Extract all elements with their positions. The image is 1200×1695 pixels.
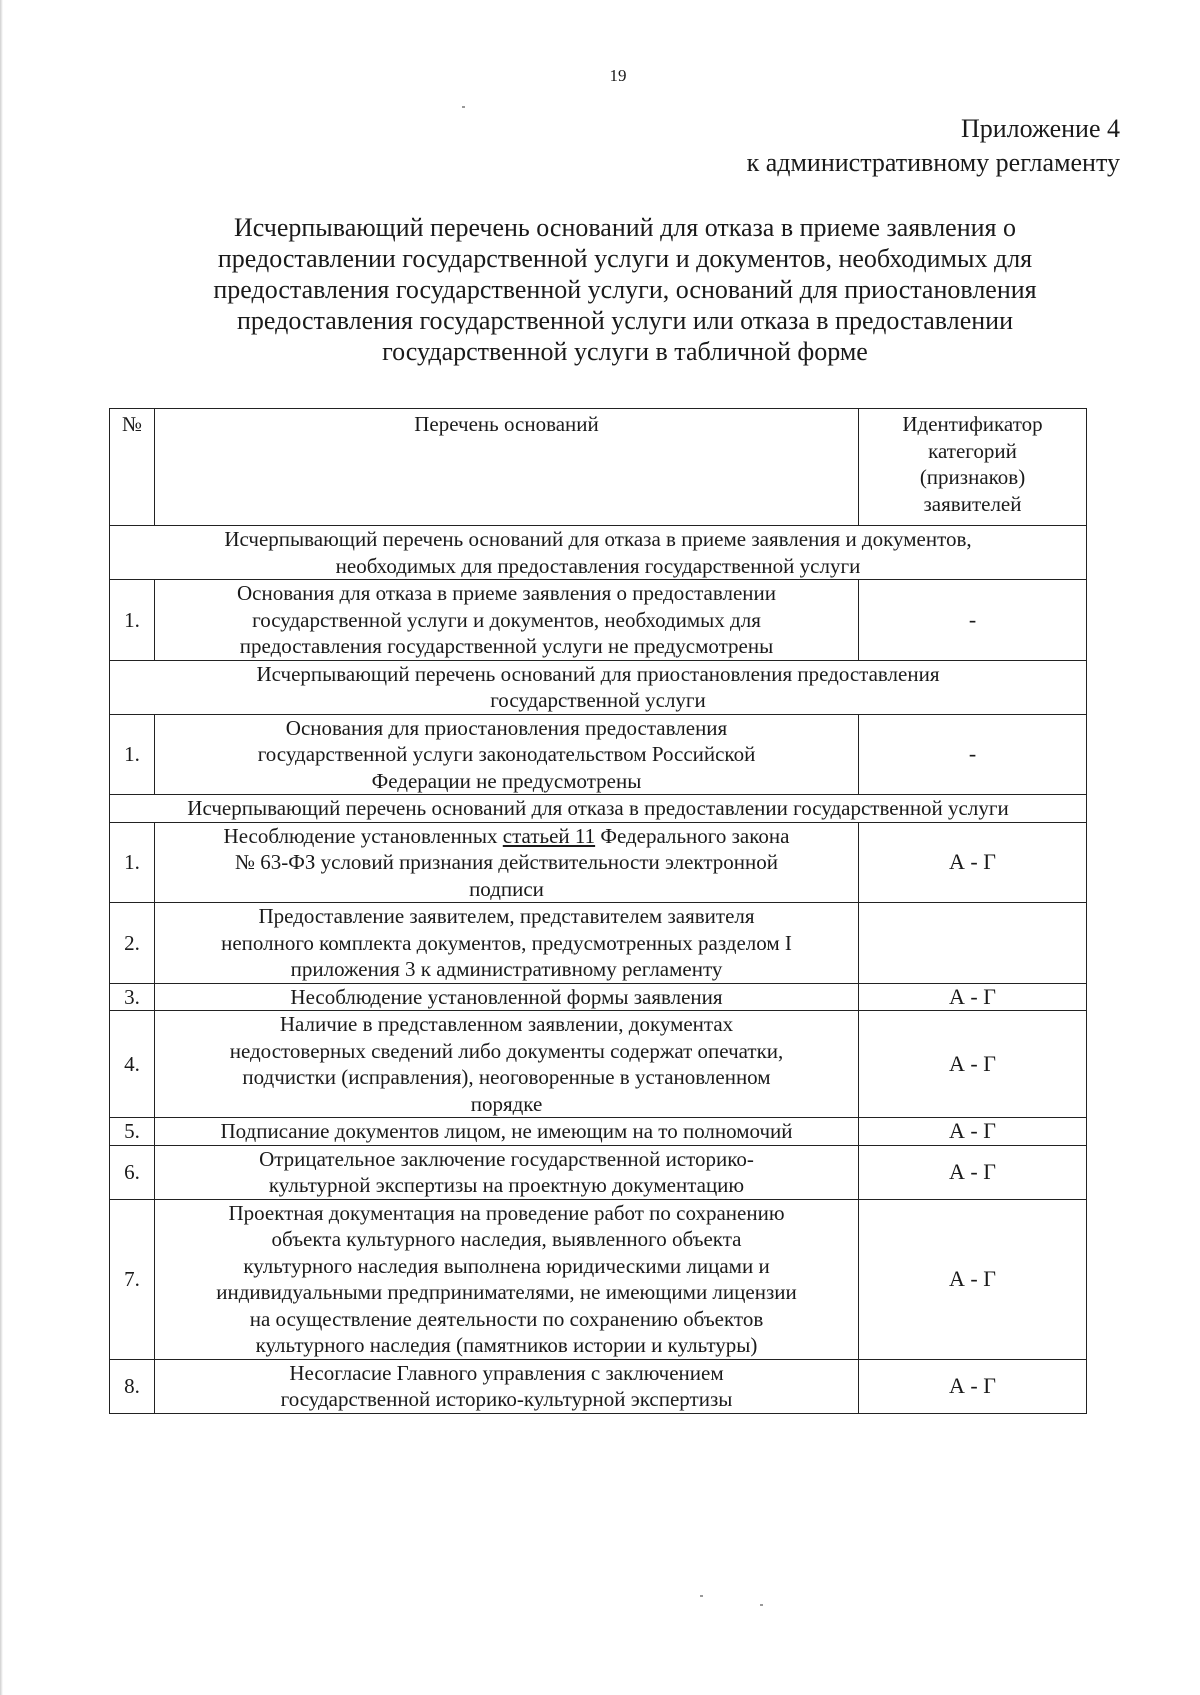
header-grounds: Перечень оснований	[155, 409, 859, 526]
row-grounds-text: Несоблюдение установленных	[223, 823, 503, 848]
table-row	[110, 822, 1087, 903]
row-grounds	[155, 1359, 859, 1413]
row-grounds-line: Наличие в представленном заявлении, документах	[279, 1012, 734, 1036]
row-grounds-line	[159, 823, 854, 850]
table-row	[110, 714, 1087, 795]
section-heading-row	[110, 526, 1087, 580]
row-grounds-line: культурного наследия выполнена юридическими лицами и	[243, 1253, 770, 1278]
scan-speck	[462, 106, 465, 108]
row-grounds	[155, 714, 859, 795]
table-row	[110, 1359, 1087, 1413]
row-grounds-line: культурного наследия (памятников истории и культуры)	[255, 1333, 758, 1357]
row-grounds-line: подписи	[469, 876, 544, 901]
row-grounds-line: государственной услуги законодательством Российской	[257, 742, 756, 766]
header-identifier-line: категорий	[928, 438, 1017, 463]
row-grounds-line: № 63-ФЗ условий признания действительности электронной	[234, 850, 778, 874]
row-grounds-line: Отрицательное заключение государственной историко-	[259, 1146, 754, 1171]
row-number: 6.	[110, 1145, 155, 1199]
row-grounds-line: государственной историко-культурной экспертизы	[280, 1387, 733, 1411]
row-grounds-line: Проектная документация на проведение работ по сохранению	[228, 1200, 785, 1225]
row-number: 1.	[110, 714, 155, 795]
header-num: №	[110, 409, 155, 526]
row-identifier: А - Г	[859, 1199, 1087, 1359]
row-grounds-line: Федерации не предусмотрены	[371, 768, 642, 793]
row-identifier: -	[859, 714, 1087, 795]
title-line: предоставлении государственной услуги и документов, необходимых для	[217, 244, 1033, 273]
row-number: 5.	[110, 1118, 155, 1146]
row-number: 3.	[110, 983, 155, 1011]
row-identifier: А - Г	[859, 1359, 1087, 1413]
scan-speck	[760, 1604, 763, 1606]
row-grounds-line: Основания для отказа в приеме заявления о предоставлении	[236, 581, 776, 605]
document-title	[110, 212, 1140, 367]
section-heading-line: государственной услуги	[490, 688, 706, 712]
row-grounds-line: Несогласие Главного управления с заключением	[289, 1360, 724, 1385]
table-row	[110, 903, 1087, 984]
section-heading	[110, 526, 1087, 580]
row-grounds-line: культурной экспертизы на проектную документацию	[268, 1173, 745, 1197]
row-identifier: А - Г	[859, 822, 1087, 903]
row-number: 2.	[110, 903, 155, 984]
section-heading-row	[110, 660, 1087, 714]
row-identifier: А - Г	[859, 1011, 1087, 1118]
header-identifier	[859, 409, 1087, 526]
row-grounds-line: объекта культурного наследия, выявленного объекта	[271, 1227, 742, 1251]
title-line: государственной услуги в табличной форме	[382, 337, 868, 366]
row-grounds	[155, 822, 859, 903]
section-heading	[110, 795, 1087, 823]
section-heading	[110, 660, 1087, 714]
header-identifier-line: Идентификатор	[902, 412, 1043, 436]
row-grounds-line: приложения 3 к административному регламенту	[290, 957, 723, 981]
appendix-line-1: Приложение 4	[960, 114, 1120, 143]
row-grounds	[155, 983, 859, 1011]
grounds-table	[109, 408, 1087, 1414]
row-identifier: А - Г	[859, 983, 1087, 1011]
row-grounds-line: предоставления государственной услуги не предусмотрены	[239, 634, 774, 658]
row-identifier	[859, 903, 1087, 984]
scan-speck	[700, 1595, 703, 1597]
row-grounds-line: государственной услуги и документов, необходимых для	[252, 607, 761, 632]
row-identifier: А - Г	[859, 1145, 1087, 1199]
row-grounds	[155, 903, 859, 984]
appendix-reference	[747, 112, 1120, 180]
page-number: 19	[609, 66, 627, 85]
title-line: предоставления государственной услуги, оснований для приостановления	[213, 275, 1037, 304]
row-grounds	[155, 1118, 859, 1146]
row-grounds-line: порядке	[470, 1091, 543, 1116]
title-line: предоставления государственной услуги или отказа в предоставлении	[236, 306, 1013, 335]
row-grounds-line: индивидуальными предпринимателями, не имеющими лицензии	[216, 1280, 797, 1304]
row-grounds-line: подчистки (исправления), неоговоренные в установленном	[242, 1065, 771, 1089]
table-row	[110, 983, 1087, 1011]
section-heading-line: Исчерпывающий перечень оснований для отказа в предоставлении государственной услуги	[187, 796, 1009, 820]
row-grounds-line: Подписание документов лицом, не имеющим на то полномочий	[220, 1119, 793, 1143]
row-grounds-line: недостоверных сведений либо документы содержат опечатки,	[229, 1038, 784, 1063]
row-identifier: А - Г	[859, 1118, 1087, 1146]
row-grounds-line: Основания для приостановления предоставления	[285, 715, 728, 740]
section-heading-line: Исчерпывающий перечень оснований для отказа в приеме заявления и документов,	[224, 527, 972, 551]
row-grounds	[155, 1011, 859, 1118]
section-heading-row	[110, 795, 1087, 823]
row-grounds	[155, 1199, 859, 1359]
row-number: 1.	[110, 580, 155, 661]
row-number: 7.	[110, 1199, 155, 1359]
title-line: Исчерпывающий перечень оснований для отказа в приеме заявления о	[233, 213, 1016, 242]
row-identifier: -	[859, 580, 1087, 661]
row-number: 1.	[110, 822, 155, 903]
header-identifier-line: (признаков)	[919, 465, 1026, 489]
table-row	[110, 1199, 1087, 1359]
row-grounds-line: неполного комплекта документов, предусмотренных разделом I	[221, 930, 792, 955]
table-row	[110, 1118, 1087, 1146]
row-grounds-text: Федерального закона	[595, 823, 790, 848]
row-number: 4.	[110, 1011, 155, 1118]
table-row	[110, 1011, 1087, 1118]
law-article-link[interactable]: статьей 11	[502, 823, 596, 848]
table-row	[110, 1145, 1087, 1199]
row-grounds-line: Предоставление заявителем, представителем заявителя	[258, 904, 755, 928]
scan-edge	[0, 0, 3, 1695]
row-grounds	[155, 580, 859, 661]
header-identifier-line: заявителей	[923, 491, 1022, 516]
row-grounds-line: на осуществление деятельности по сохранению объектов	[249, 1306, 764, 1331]
table-row	[110, 580, 1087, 661]
appendix-line-2: к административному регламенту	[746, 148, 1120, 177]
row-grounds	[155, 1145, 859, 1199]
table-header-row	[110, 409, 1087, 526]
row-grounds-line: Несоблюдение установленной формы заявления	[290, 984, 723, 1009]
section-heading-line: Исчерпывающий перечень оснований для приостановления предоставления	[256, 661, 940, 686]
section-heading-line: необходимых для предоставления государственной услуги	[335, 553, 861, 578]
row-number: 8.	[110, 1359, 155, 1413]
